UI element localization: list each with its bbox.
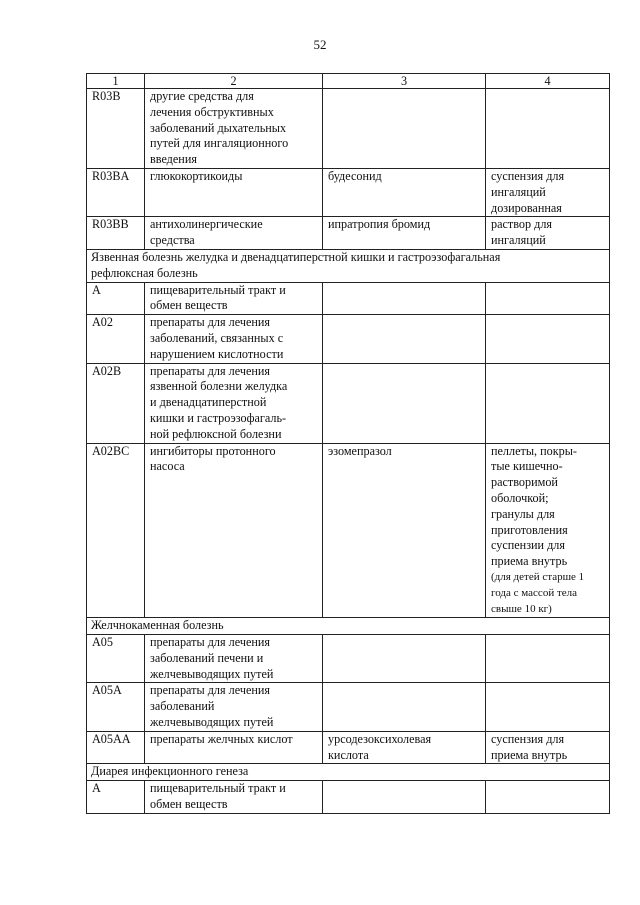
drug-group-cell-line: заболеваний, связанных с: [150, 330, 284, 345]
dosage-form-cell: [486, 635, 610, 683]
dosage-form-cell-line: суспензия для: [491, 168, 565, 183]
table-row: [87, 363, 610, 443]
drug-group-cell-line: препараты желчных кислот: [150, 731, 293, 746]
drug-group-cell-line: пищеварительный тракт и: [150, 282, 286, 297]
substance-cell-line: эзомепразол: [328, 443, 392, 458]
dosage-form-cell: [486, 443, 610, 618]
drug-group-cell-line: препараты для лечения: [150, 635, 271, 650]
drug-group-cell-line: желчевыводящих путей: [150, 666, 274, 681]
dosage-form-cell-line: приготовления: [491, 522, 568, 537]
atc-code-cell: A02: [87, 315, 145, 363]
drug-group-cell-line: ной рефлюксной болезни: [150, 426, 282, 441]
table-row: [87, 683, 610, 731]
drug-group-cell-line: кишки и гастроэзофагаль-: [150, 410, 287, 425]
atc-code-cell: A02B: [87, 363, 145, 443]
drug-group-cell-line: средства: [150, 233, 195, 248]
table-row: [87, 282, 610, 315]
dosage-form-cell-line: раствор для: [491, 217, 553, 232]
substance-cell: [323, 168, 486, 216]
substance-cell-line: будесонид: [328, 168, 382, 183]
substance-cell: [323, 731, 486, 764]
substance-cell: [323, 89, 486, 169]
dosage-form-cell: [486, 781, 610, 814]
drug-group-cell: [145, 315, 323, 363]
drug-group-cell: [145, 89, 323, 169]
drug-group-cell-line: препараты для лечения: [150, 363, 271, 378]
drug-group-cell-line: путей для ингаляционного: [150, 136, 289, 151]
dosage-form-note-line: года с массой тела: [491, 586, 578, 599]
column-header-2: 2: [145, 74, 323, 89]
drug-group-cell-line: обмен веществ: [150, 298, 228, 313]
dosage-form-cell-line: тые кишечно-: [491, 459, 563, 474]
dosage-form-note-line: (для детей старше 1: [491, 570, 585, 583]
table-row: [87, 315, 610, 363]
drug-group-cell-line: ингибиторы протонного: [150, 443, 276, 458]
drug-group-cell: [145, 363, 323, 443]
column-header-4: 4: [486, 74, 610, 89]
dosage-form-cell: [486, 168, 610, 216]
drug-group-cell-line: насоса: [150, 459, 185, 474]
drug-group-cell: [145, 635, 323, 683]
drug-group-cell-line: желчевыводящих путей: [150, 715, 274, 730]
section-heading-row: [87, 618, 610, 635]
dosage-form-cell-line: ингаляций: [491, 233, 546, 248]
drug-group-cell-line: антихолинергические: [150, 217, 263, 232]
drug-group-cell-line: препараты для лечения: [150, 315, 271, 330]
table-header-row: [87, 74, 610, 89]
dosage-form-cell-line: растворимой: [491, 475, 558, 490]
substance-cell: [323, 315, 486, 363]
drug-group-cell-line: нарушением кислотности: [150, 346, 284, 361]
dosage-form-cell: [486, 683, 610, 731]
dosage-form-cell: [486, 731, 610, 764]
drug-group-cell-line: заболеваний печени и: [150, 650, 264, 665]
substance-cell-line: кислота: [328, 747, 369, 762]
section-heading-line: Диарея инфекционного генеза: [91, 764, 249, 779]
dosage-form-cell-line: приема внутрь: [491, 554, 568, 569]
atc-code-cell: A05A: [87, 683, 145, 731]
substance-cell-line: урсодезоксихолевая: [328, 731, 432, 746]
table-row: [87, 168, 610, 216]
substance-cell: [323, 683, 486, 731]
table-row: [87, 635, 610, 683]
atc-code-cell: A: [87, 282, 145, 315]
page-number: 52: [313, 37, 327, 52]
table-row: [87, 443, 610, 618]
drug-group-cell-line: заболеваний: [150, 699, 215, 714]
dosage-form-cell-line: дозированная: [491, 200, 562, 215]
section-heading-row: [87, 249, 610, 282]
atc-code-cell: R03B: [87, 89, 145, 169]
dosage-form-note-line: свыше 10 кг): [491, 602, 552, 615]
dosage-form-cell-line: гранулы для: [491, 506, 555, 521]
drug-group-cell: [145, 683, 323, 731]
drug-group-cell-line: глюкокортикоиды: [150, 168, 243, 183]
substance-cell: [323, 443, 486, 618]
section-heading-line: Язвенная болезнь желудка и двенадцатиперстной кишки и гастроэзофагальная: [91, 249, 501, 264]
drug-group-cell-line: другие средства для: [150, 89, 254, 103]
drug-group-cell-line: препараты для лечения: [150, 683, 271, 698]
table-row: [87, 217, 610, 250]
drug-group-cell-line: введения: [150, 152, 197, 167]
drug-group-cell: [145, 731, 323, 764]
drug-group-cell: [145, 282, 323, 315]
section-heading-line: Желчнокаменная болезнь: [91, 618, 224, 633]
atc-code-cell: R03BA: [87, 168, 145, 216]
dosage-form-cell-line: приема внутрь: [491, 747, 568, 762]
dosage-form-cell: [486, 217, 610, 250]
medications-table: [86, 73, 610, 814]
atc-code-cell: A05AA: [87, 731, 145, 764]
dosage-form-cell-line: пеллеты, покры-: [491, 443, 577, 458]
dosage-form-cell-line: ингаляций: [491, 184, 546, 199]
substance-cell: [323, 282, 486, 315]
section-heading: [87, 249, 610, 282]
drug-group-cell-line: язвенной болезни желудка: [150, 379, 288, 394]
section-heading-line: рефлюксная болезнь: [91, 265, 198, 280]
dosage-form-cell: [486, 315, 610, 363]
drug-group-cell: [145, 217, 323, 250]
drug-group-cell-line: пищеварительный тракт и: [150, 781, 286, 796]
drug-group-cell: [145, 443, 323, 618]
section-heading: [87, 764, 610, 781]
drug-group-cell-line: лечения обструктивных: [150, 104, 274, 119]
atc-code-cell: A02BC: [87, 443, 145, 618]
drug-group-cell: [145, 781, 323, 814]
table-row: [87, 731, 610, 764]
dosage-form-cell-line: суспензия для: [491, 731, 565, 746]
column-header-1: 1: [87, 74, 145, 89]
drug-group-cell: [145, 168, 323, 216]
table-row: [87, 89, 610, 169]
dosage-form-cell: [486, 363, 610, 443]
column-header-3: 3: [323, 74, 486, 89]
section-heading: [87, 618, 610, 635]
drug-group-cell-line: и двенадцатиперстной: [150, 395, 267, 410]
atc-code-cell: R03BB: [87, 217, 145, 250]
section-heading-row: [87, 764, 610, 781]
table-row: [87, 781, 610, 814]
atc-code-cell: A05: [87, 635, 145, 683]
dosage-form-cell-line: суспензии для: [491, 538, 565, 553]
drug-group-cell-line: обмен веществ: [150, 797, 228, 812]
drug-group-cell-line: заболеваний дыхательных: [150, 120, 287, 135]
dosage-form-cell: [486, 89, 610, 169]
substance-cell: [323, 363, 486, 443]
substance-cell-line: ипратропия бромид: [328, 217, 431, 232]
substance-cell: [323, 781, 486, 814]
dosage-form-cell-line: оболочкой;: [491, 490, 549, 505]
dosage-form-cell: [486, 282, 610, 315]
atc-code-cell: A: [87, 781, 145, 814]
substance-cell: [323, 217, 486, 250]
substance-cell: [323, 635, 486, 683]
